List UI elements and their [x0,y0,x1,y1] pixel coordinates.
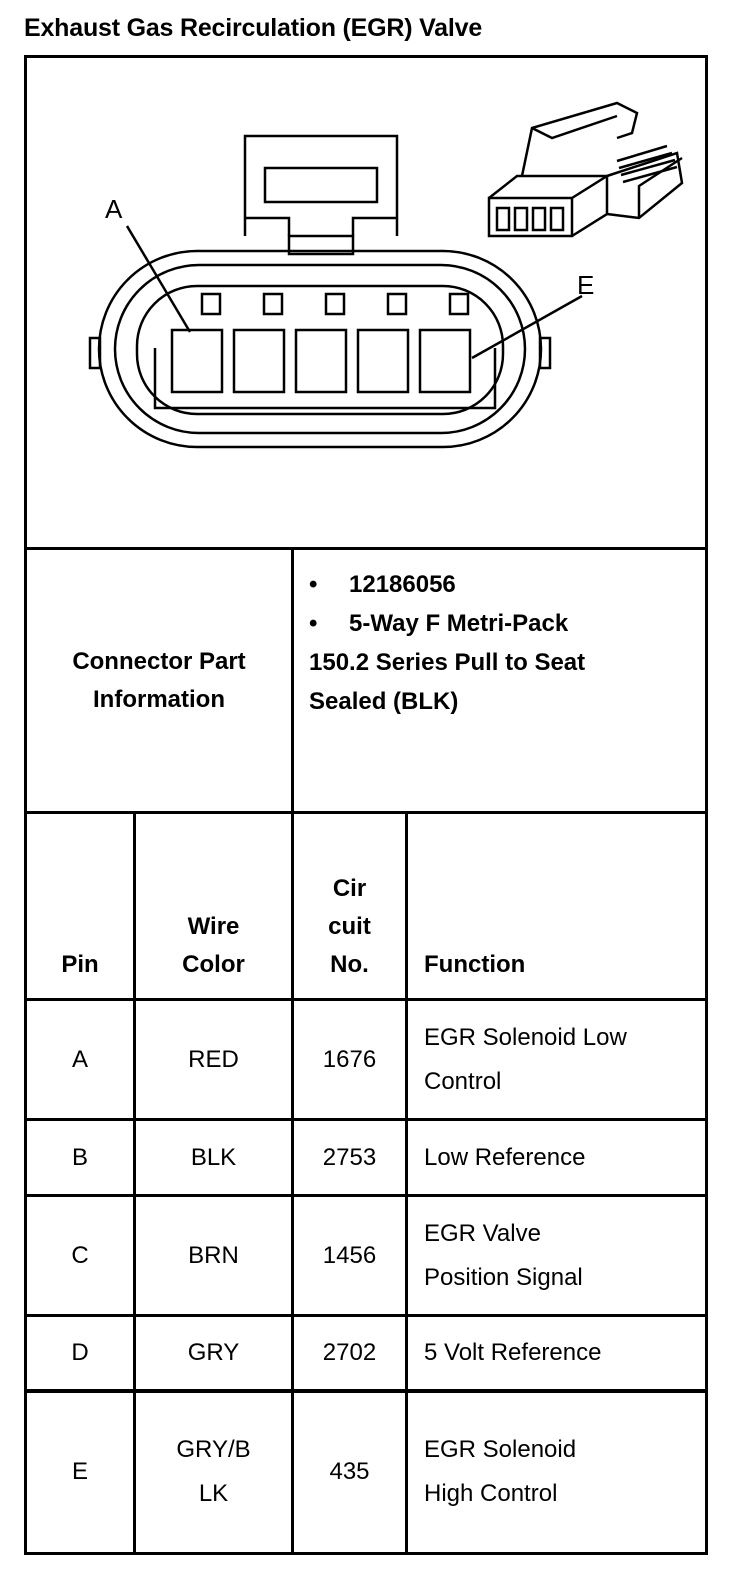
row-b-function: Low Reference [424,1143,586,1171]
row-e-function: EGR Solenoid High Control [424,1436,577,1507]
row-a-pin: A [71,1045,88,1073]
row-d-function: 5 Volt Reference [424,1339,602,1366]
connector-info-label [27,550,291,812]
row-c-function: EGR Valve Position Signal [424,1219,583,1291]
connector-type: 5-Way F Metri-Pack [349,610,569,637]
header-circuit-no: Cir cuit No. [328,875,371,978]
connector-info-details [309,565,585,721]
row-e-circuit: 435 [329,1458,370,1485]
row-d-pin: D [71,1339,89,1366]
header-function: Function [424,951,526,978]
row-e-pin: E [71,1458,88,1485]
row-a-wire: RED [188,1045,239,1073]
row-d-circuit: 2702 [322,1339,377,1366]
connector-info-label-line2: Information [93,686,225,713]
part-number: 12186056 [349,571,456,598]
pin-a-label: A [105,194,123,224]
row-c-circuit: 1456 [322,1241,377,1269]
bullet-icon: • [309,610,318,637]
connector-type-cont-1: 150.2 Series Pull to Seat [309,649,586,676]
row-d-wire: GRY [187,1339,240,1366]
page-title: Exhaust Gas Recirculation (EGR) Valve [24,14,483,42]
header-pin: Pin [61,951,99,978]
table-border-bottom [24,1552,708,1555]
row-a-function: EGR Solenoid Low Control [424,1023,627,1095]
row-b-circuit: 2753 [322,1143,377,1171]
info-divider [291,547,294,812]
pin-e-label: E [577,270,595,300]
connector-diagram [27,58,705,548]
row-e-wire: GRY/B LK [176,1436,251,1507]
bullet-icon: • [309,571,318,598]
row-c-pin: C [71,1241,89,1269]
row-b-wire: BLK [190,1143,237,1171]
row-c-wire: BRN [188,1241,239,1269]
row-a-circuit: 1676 [322,1045,377,1073]
connector-type-cont-2: Sealed (BLK) [309,688,459,715]
col-divider-3 [405,811,408,1555]
row-b-pin: B [71,1143,88,1171]
connector-info-label-line1: Connector Part [72,648,246,675]
table-border-right [705,55,708,1555]
connector-table [24,55,706,1555]
header-wire-color: Wire Color [182,913,245,978]
